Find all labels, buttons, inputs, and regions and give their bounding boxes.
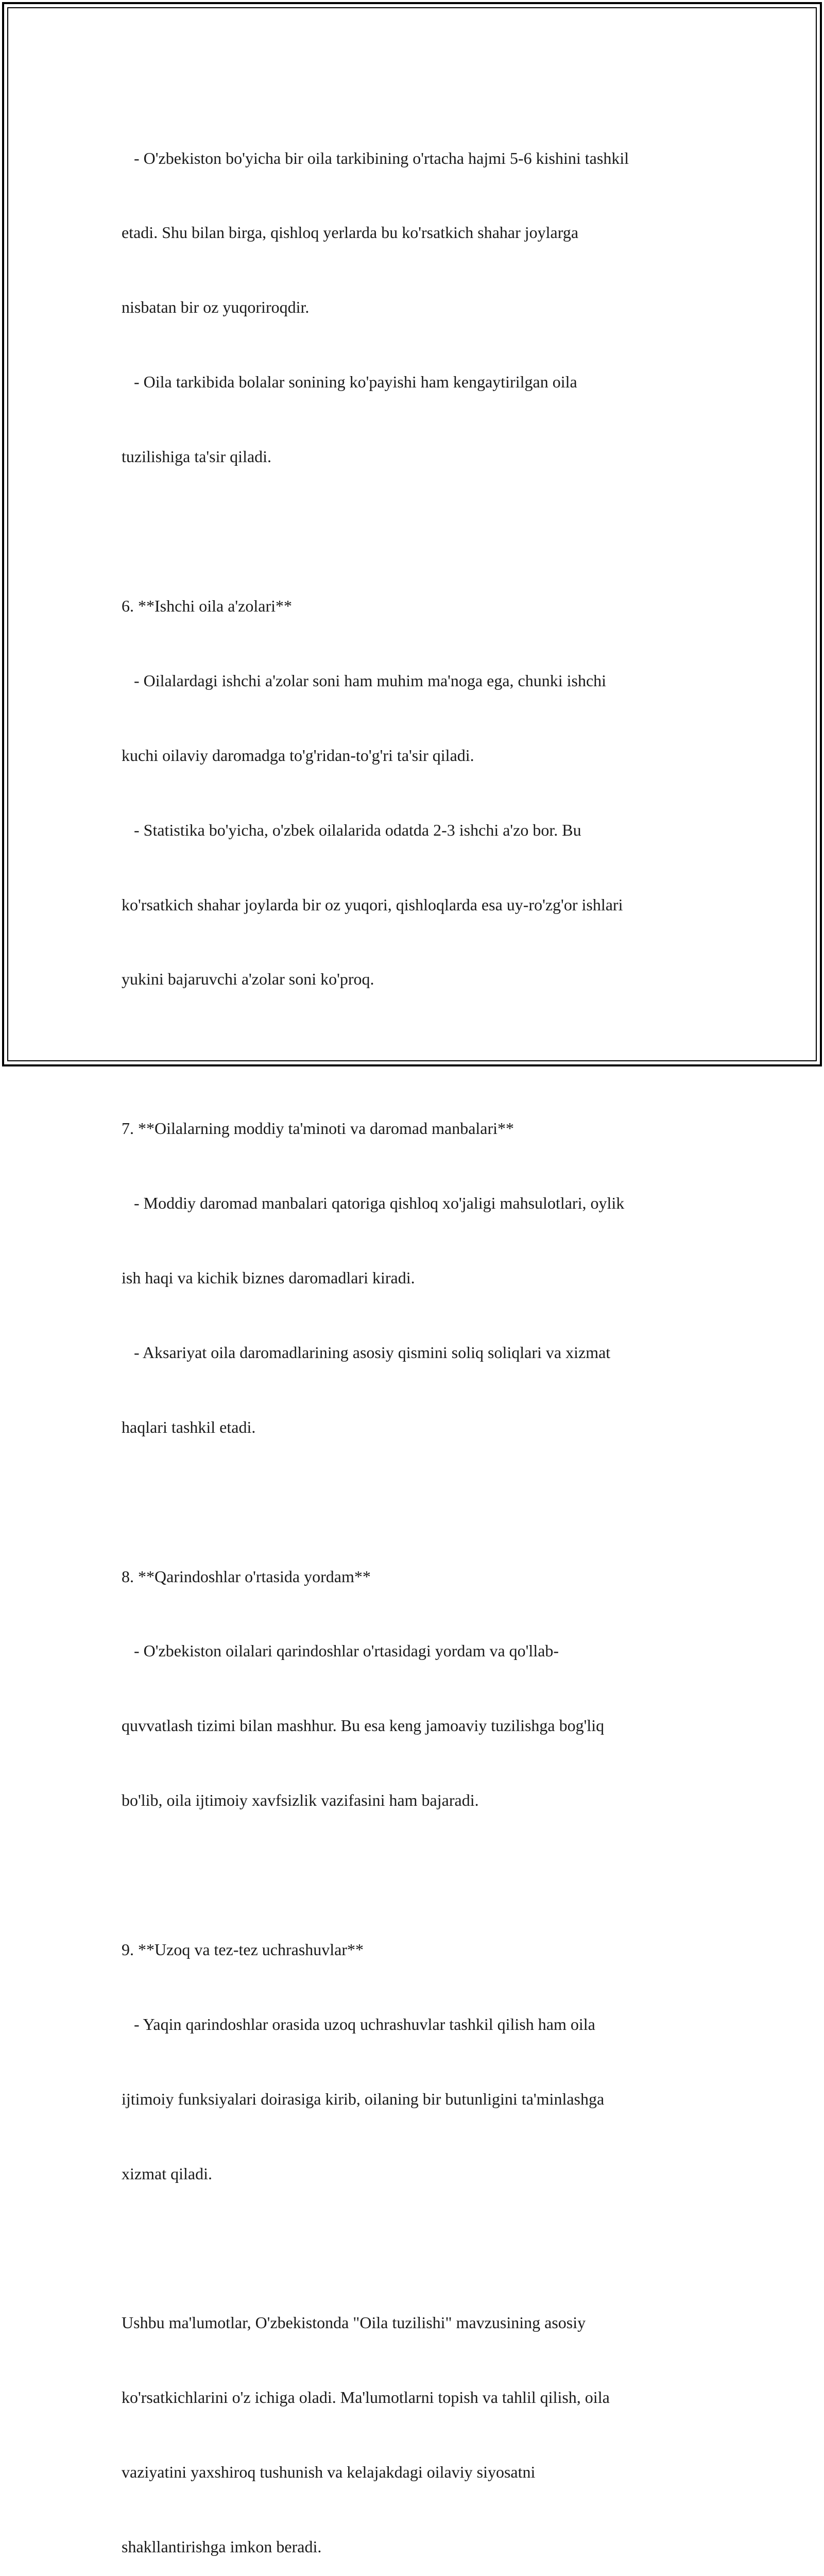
document-body	[122, 96, 714, 2576]
text-line: quvvatlash tizimi bilan mashhur. Bu esa keng jamoaviy tuzilishga bog'liq	[122, 1716, 605, 1735]
section-heading-6: 6. **Ishchi oila a'zolari**	[122, 596, 292, 615]
text-line: - Statistika bo'yicha, o'zbek oilalarida odatda 2-3 ishchi a'zo bor. Bu	[122, 820, 581, 839]
text-line: ko'rsatkich shahar joylarda bir oz yuqori, qishloqlarda esa uy-ro'zg'or ishlari	[122, 895, 623, 914]
summary-line: shakllantirishga imkon beradi.	[122, 2537, 322, 2556]
text-line: - Aksariyat oila daromadlarining asosiy qismini soliq soliqlari va xizmat	[122, 1343, 611, 1362]
text-line: ish haqi va kichik biznes daromadlari kiradi.	[122, 1268, 415, 1287]
text-line: - O'zbekiston bo'yicha bir oila tarkibining o'rtacha hajmi 5-6 kishini tashkil	[122, 148, 629, 167]
text-line: kuchi oilaviy daromadga to'g'ridan-to'g'ri ta'sir qiladi.	[122, 745, 474, 765]
blank-line	[122, 519, 714, 544]
summary-line: vaziyatini yaxshiroq tushunish va kelajakdagi oilaviy siyosatni	[122, 2463, 536, 2482]
text-line: xizmat qiladi.	[122, 2164, 212, 2183]
text-line: tuzilishiga ta'sir qiladi.	[122, 447, 272, 466]
summary-line: Ushbu ma'lumotlar, O'zbekistonda "Oila tuzilishi" mavzusining asosiy	[122, 2313, 586, 2332]
blank-line	[122, 1041, 714, 1066]
text-line: - Oilalardagi ishchi a'zolar soni ham muhim ma'noga ega, chunki ishchi	[122, 671, 607, 690]
section-heading-9: 9. **Uzoq va tez-tez uchrashuvlar**	[122, 1940, 364, 1959]
text-line: - Oila tarkibida bolalar sonining ko'payishi ham kengaytirilgan oila	[122, 372, 577, 392]
blank-line	[122, 1489, 714, 1514]
text-line: yukini bajaruvchi a'zolar soni ko'proq.	[122, 970, 374, 989]
text-line: nisbatan bir oz yuqoriroqdir.	[122, 298, 310, 317]
text-line: bo'lib, oila ijtimoiy xavfsizlik vazifasini ham bajaradi.	[122, 1791, 479, 1810]
blank-line	[122, 1862, 714, 1887]
section-heading-7: 7. **Oilalarning moddiy ta'minoti va daromad manbalari**	[122, 1119, 514, 1138]
text-line: - Moddiy daromad manbalari qatoriga qishloq xo'jaligi mahsulotlari, oylik	[122, 1194, 625, 1213]
blank-line	[122, 2236, 714, 2261]
summary-line: ko'rsatkichlarini o'z ichiga oladi. Ma'lumotlarni topish va tahlil qilish, oila	[122, 2388, 610, 2407]
text-line: - Yaqin qarindoshlar orasida uzoq uchrashuvlar tashkil qilish ham oila	[122, 2014, 595, 2033]
text-line: haqlari tashkil etadi.	[122, 1417, 256, 1436]
text-line: etadi. Shu bilan birga, qishloq yerlarda bu ko'rsatkich shahar joylarga	[122, 223, 579, 242]
section-heading-8: 8. **Qarindoshlar o'rtasida yordam**	[122, 1567, 371, 1586]
text-line: ijtimoiy funksiyalari doirasiga kirib, oilaning bir butunligini ta'minlashga	[122, 2089, 605, 2108]
text-line: - O'zbekiston oilalari qarindoshlar o'rtasidagi yordam va qo'llab-	[122, 1641, 559, 1660]
